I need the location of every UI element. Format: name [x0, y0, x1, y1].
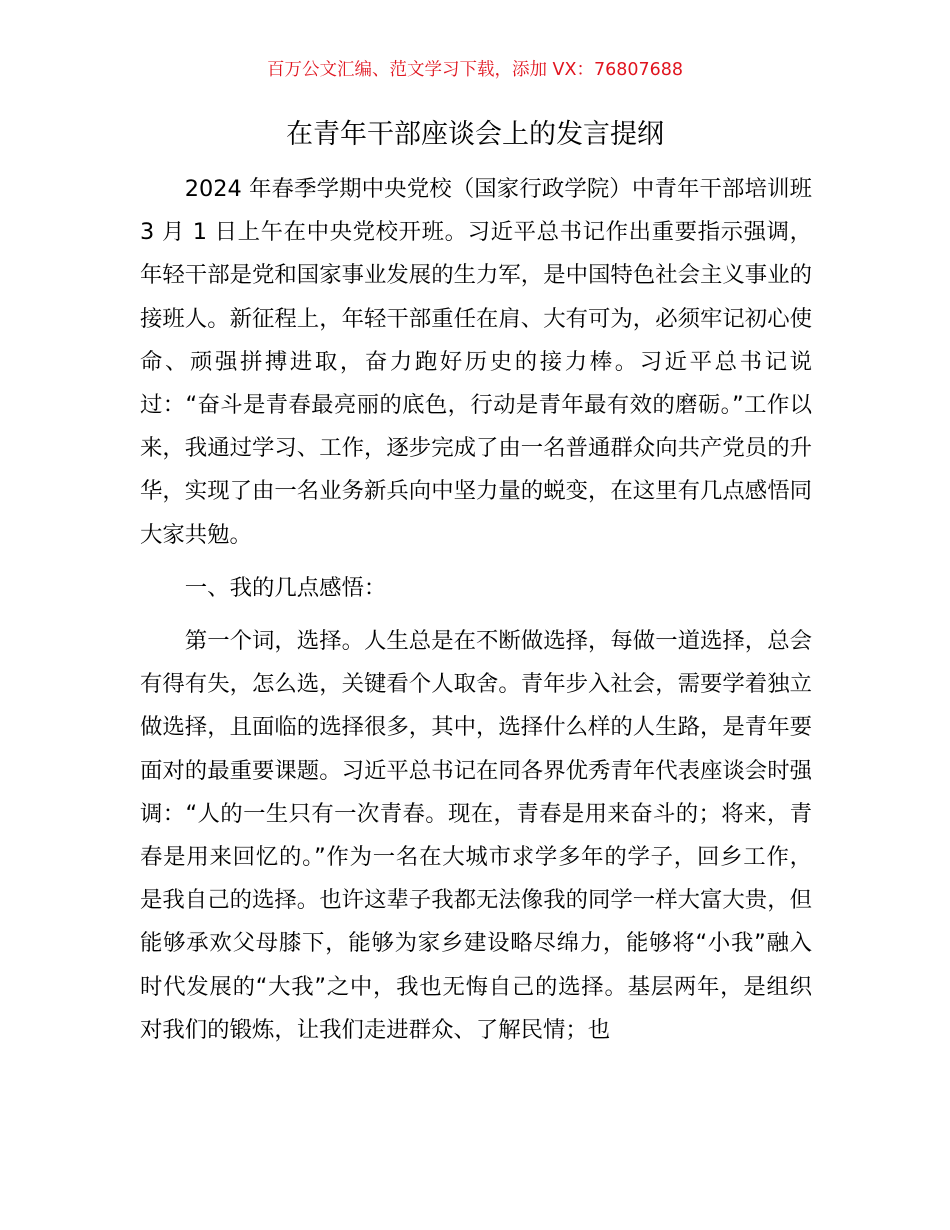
document-body — [140, 168, 812, 1052]
watermark-banner: 百万公文汇编、范文学习下载，添加 VX：76807688 — [266, 60, 684, 80]
document-title: 在青年干部座谈会上的发言提纲 — [286, 119, 664, 150]
paragraph-intro: 2024 年春季学期中央党校（国家行政学院）中青年干部培训班 3 月 1 日上午在中央党校开班。习近平总书记作出重要指示强调，年轻干部是党和国家事业发展的生力军，是中国特色社会主义事业的接班人。新征程上，年轻干部重任在肩、大有可为，必须牢记初心使命、顽强拼搏进取，奋力跑好历史的接力棒。习近平总书记说过：“奋斗是青春最亮丽的底色，行动是青年最有效的磨砺。”工作以来，我通过学习、工作，逐步完成了由一名普通群众向共产党员的升华，实现了由一名业务新兵向中坚力量的蜕变，在这里有几点感悟同大家共勉。 — [140, 176, 812, 548]
paragraph-choice: 第一个词，选择。人生总是在不断做选择，每做一道选择，总会有得有失，怎么选，关键看个人取舍。青年步入社会，需要学着独立做选择，且面临的选择很多，其中，选择什么样的人生路，是青年要面对的最重要课题。习近平总书记在同各界优秀青年代表座谈会时强调：“人的一生只有一次青春。现在，青春是用来奋斗的；将来，青春是用来回忆的。”作为一名在大城市求学多年的学子，回乡工作，是我自己的选择。也许这辈子我都无法像我的同学一样大富大贵，但能够承欢父母膝下，能够为家乡建设略尽绵力，能够将“小我”融入时代发展的“大我”之中，我也无悔自己的选择。基层两年，是组织对我们的锻炼，让我们走进群众、了解民情；也 — [140, 628, 812, 1043]
section-heading: 一、我的几点感悟： — [184, 574, 387, 601]
